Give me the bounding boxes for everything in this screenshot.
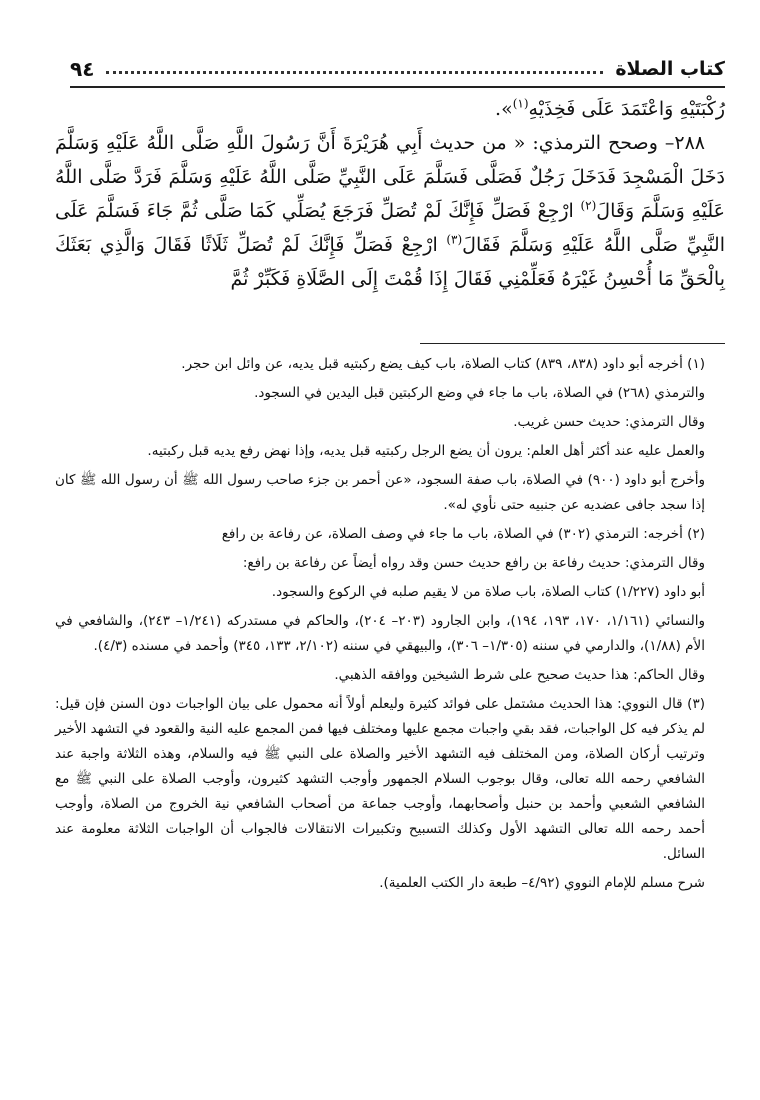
footnote-ref-2: (٢) bbox=[580, 198, 597, 213]
footnote-2-nasai: والنسائي (١/١٦١، ١٧٠، ١٩٣، ١٩٤)، وابن الجارود (٢٠٣– ٢٠٤)، والحاكم في مستدركه (١/٢٤١– ٢٤٣)، والشافعي في الأم (١/٨٨)، والدارمي في سننه (١/٣٠٥– ٣٠٦)، والبيهقي في سننه (٢/١٠٢، ١٣٣، ٣٤٥) وأحمد في مسنده (٤/٣). bbox=[55, 613, 705, 654]
page-number: ٩٤ bbox=[70, 57, 95, 81]
footnote-ref-3: (٣) bbox=[446, 232, 463, 247]
footnote-2-tirmidhi: وقال الترمذي: حديث رفاعة بن رافع حديث حسن وقد رواه أيضاً عن رفاعة بن رافع: bbox=[242, 555, 705, 571]
hadith-288 bbox=[55, 126, 725, 296]
footnote-3-source: شرح مسلم للإمام النووي (٤/٩٢– طبعة دار الكتب العلمية). bbox=[379, 875, 705, 891]
footnote-2: (٢) أخرجه: الترمذي (٣٠٢) في الصلاة، باب ما جاء في وصف الصلاة، عن رفاعة بن رافع bbox=[221, 526, 705, 542]
hadith-text-part2: ارْجِعْ فَصَلِّ فَإِنَّكَ لَمْ تُصَلِّ فَرَجَعَ يُصَلِّي كَمَا صَلَّى ثُمَّ جَاءَ فَسَلَّمَ عَلَى النَّبِيِّ صَلَّى اللَّهُ عَلَيْهِ وَسَلَّمَ فَقَالَ bbox=[55, 200, 725, 256]
footnotes bbox=[55, 352, 725, 900]
footnote-1-tirmidhi: والترمذي (٢٦٨) في الصلاة، باب ما جاء في وضع الركبتين قبل اليدين في السجود. bbox=[254, 385, 705, 401]
hadith-text-part1: ٢٨٨– وصحح الترمذي: « من حديث أَبِي هُرَيْرَةَ أَنَّ رَسُولَ اللَّهِ صَلَّى اللَّهُ عَلَيْهِ وَسَلَّمَ دَخَلَ الْمَسْجِدَ فَدَخَلَ رَجُلٌ فَصَلَّى فَسَلَّمَ عَلَى النَّبِيِّ صَلَّى اللَّهُ عَلَيْهِ وَسَلَّمَ فَرَدَّ صَلَّى اللَّهُ عَلَيْهِ وَسَلَّمَ وَقَالَ bbox=[55, 132, 725, 222]
footnote-ref-1: (١) bbox=[512, 96, 529, 111]
footnote-2-abudawud: أبو داود (١/٢٢٧) كتاب الصلاة، باب صلاة من لا يقيم صلبه في الركوع والسجود. bbox=[271, 584, 705, 600]
continuation-text: رُكْبَتَيْهِ وَاعْتَمَدَ عَلَى فَخِذَيْهِ bbox=[528, 98, 725, 120]
footnote-separator bbox=[420, 343, 725, 344]
continuation-line bbox=[55, 92, 725, 126]
footnote-1-tirmidhi-grade: وقال الترمذي: حديث حسن غريب. bbox=[513, 414, 705, 430]
hadith-text-part3: ارْجِعْ فَصَلِّ فَإِنَّكَ لَمْ تُصَلِّ ثَلَاثًا فَقَالَ وَالَّذِي بَعَثَكَ بِالْحَقِّ مَا أُحْسِنُ غَيْرَهُ فَعَلِّمْنِي فَقَالَ إِذَا قُمْتَ إِلَى الصَّلَاةِ فَكَبِّرْ ثُمَّ bbox=[55, 234, 725, 290]
footnote-3: (٣) قال النووي: هذا الحديث مشتمل على فوائد كثيرة وليعلم أولاً أنه محمول على بيان الواجبات دون السنن فإن قيل: لم يذكر فيه كل الواجبات، فقد بقي واجبات مجمع عليها ومختلف فيها فمن المجمع عليه النية والقعود في التشهد الأخير وترتيب أركان الصلاة، ومن المختلف فيه التشهد الأخير والصلاة على النبي ﷺ فيه والسلام، وهذه الثلاثة واجبة عند الشافعي رحمه الله تعالى، وقال بوجوب السلام الجمهور وأوجب التشهد كثيرون، وأوجب الصلاة على النبي ﷺ مع الشافعي الشعبي وأحمد بن حنبل وأصحابهما، وأوجب جماعة من أصحاب الشافعي نية الخروج من الصلاة، وأوجب أحمد رحمه الله تعالى التشهد الأول وكذلك التسبيح وتكبيرات الانتقالات فالجواب أن الواجبات الثلاثة معلومة عند السائل. bbox=[55, 696, 705, 862]
footnote-2-hakim: وقال الحاكم: هذا حديث صحيح على شرط الشيخين ووافقه الذهبي. bbox=[334, 667, 705, 683]
dotted-leader bbox=[106, 71, 603, 74]
main-text bbox=[55, 92, 725, 296]
footnote-1: (١) أخرجه أبو داود (٨٣٨، ٨٣٩) كتاب الصلاة، باب كيف يضع ركبتيه قبل يديه، عن وائل ابن حجر. bbox=[181, 356, 705, 372]
chapter-title: كتاب الصلاة bbox=[615, 58, 725, 80]
page-header bbox=[70, 52, 725, 88]
footnote-1-abudawud: وأخرج أبو داود (٩٠٠) في الصلاة، باب صفة السجود، «عن أحمر بن جزء صاحب رسول الله ﷺ أن رسول الله ﷺ كان إذا سجد جافى عضديه عن جنبيه حتى نأوي له». bbox=[55, 472, 705, 513]
continuation-end: ». bbox=[495, 98, 513, 120]
footnote-1-practice: والعمل عليه عند أكثر أهل العلم: يرون أن يضع الرجل ركبتيه قبل يديه، وإذا نهض رفع يديه قبل ركبتيه. bbox=[147, 443, 705, 459]
